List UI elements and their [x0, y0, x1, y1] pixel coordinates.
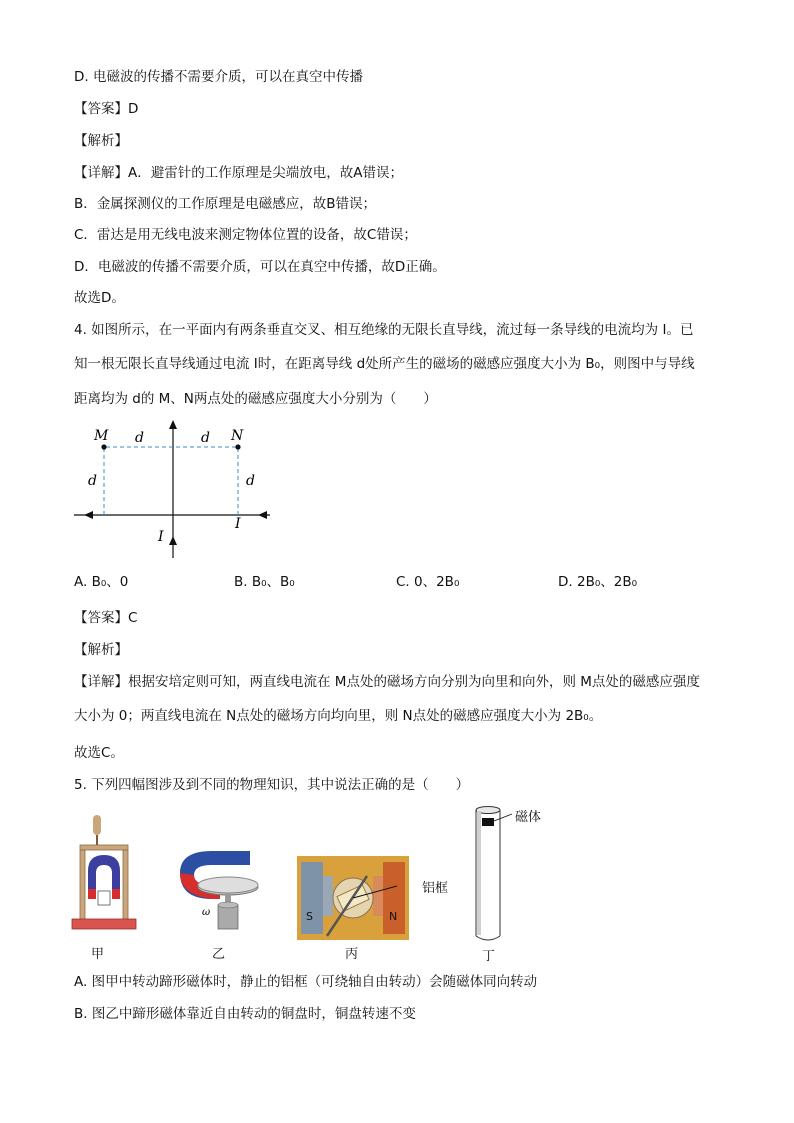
horizontal-arrow-left: [84, 511, 93, 519]
point-n: [235, 444, 240, 449]
vertical-arrow-top: [169, 420, 177, 429]
q3-answer: 【答案】D: [74, 101, 139, 117]
caption-jia: 甲: [91, 947, 105, 962]
q4-detail-line-2: 大小为 0；两直线电流在 N点处的磁场方向均向里，则 N点处的磁感应强度大小为 2B₀。: [74, 708, 603, 724]
q5-option-b: B. 图乙中蹄形磁体靠近自由转动的铜盘时，铜盘转速不变: [74, 1006, 416, 1022]
figure-yi-copper-disc: [172, 845, 268, 940]
q5-stem: 5. 下列四幅图涉及到不同的物理知识，其中说法正确的是（ ）: [74, 777, 470, 793]
q3-option-d: D. 电磁波的传播不需要介质，可以在真空中传播: [74, 69, 363, 85]
label-lvkuang: 铝框: [422, 881, 449, 896]
figure-bing-aluminum-frame: [297, 856, 411, 940]
pole-s-label: S: [306, 910, 313, 923]
q4-answer: 【答案】C: [74, 610, 138, 626]
caption-bing: 丙: [345, 947, 359, 962]
q4-stem-line-2: 知一根无限长直导线通过电流 I时，在距离导线 d处所产生的磁场的磁感应强度大小为 B₀，则图中与导线: [74, 356, 695, 372]
label-citi: 磁体: [515, 810, 542, 825]
label-i-vertical: I: [158, 529, 164, 545]
figure-jia-magnet-frame: [68, 815, 140, 940]
q4-option-b: B. B₀、B₀: [234, 574, 295, 590]
dashed-box: [104, 447, 238, 515]
label-d-left: d: [88, 473, 97, 489]
figure-ding-tube-magnet: [472, 806, 512, 946]
q4-wire-diagram: [70, 418, 280, 560]
pole-n-label: N: [389, 910, 398, 923]
q3-detail-a: 【详解】A．避雷针的工作原理是尖端放电，故A错误；: [74, 165, 403, 181]
label-d-top-right: d: [201, 430, 210, 446]
q4-analysis-label: 【解析】: [74, 642, 128, 658]
omega-label: ω: [202, 907, 211, 918]
q3-detail-b: B．金属探测仪的工作原理是电磁感应，故B错误；: [74, 196, 377, 212]
vertical-arrow-bottom: [169, 536, 177, 545]
q4-option-a: A. B₀、0: [74, 574, 129, 590]
q4-choose: 故选C。: [74, 745, 124, 761]
q4-stem-line-1: 4. 如图所示，在一平面内有两条垂直交叉、相互绝缘的无限长直导线，流过每一条导线的电流均为 I。已: [74, 322, 694, 338]
label-m: M: [94, 428, 109, 444]
caption-yi: 乙: [212, 947, 226, 962]
q4-option-d: D. 2B₀、2B₀: [558, 574, 638, 590]
q3-choose: 故选D。: [74, 290, 125, 306]
q4-stem-line-3: 距离均为 d的 M、N两点处的磁感应强度大小分别为（ ）: [74, 391, 437, 407]
q3-analysis-label: 【解析】: [74, 133, 128, 149]
q4-detail-line-1: 【详解】根据安培定则可知，两直线电流在 M点处的磁场方向分别为向里和向外，则 M点处的磁感应强度: [74, 674, 700, 690]
horizontal-arrow-right: [258, 511, 267, 519]
q4-option-c: C. 0、2B₀: [396, 574, 460, 590]
caption-ding: 丁: [482, 949, 496, 964]
q3-detail-c: C．雷达是用无线电波来测定物体位置的设备，故C错误；: [74, 227, 417, 243]
q3-detail-d: D．电磁波的传播不需要介质，可以在真空中传播，故D正确。: [74, 259, 446, 275]
q5-option-a: A. 图甲中转动蹄形磁体时，静止的铝框（可绕轴自由转动）会随磁体同向转动: [74, 974, 538, 990]
point-m: [101, 444, 106, 449]
label-d-right: d: [246, 473, 255, 489]
label-d-top-left: d: [135, 430, 144, 446]
label-i-horizontal: I: [235, 516, 241, 532]
label-n: N: [231, 428, 244, 444]
